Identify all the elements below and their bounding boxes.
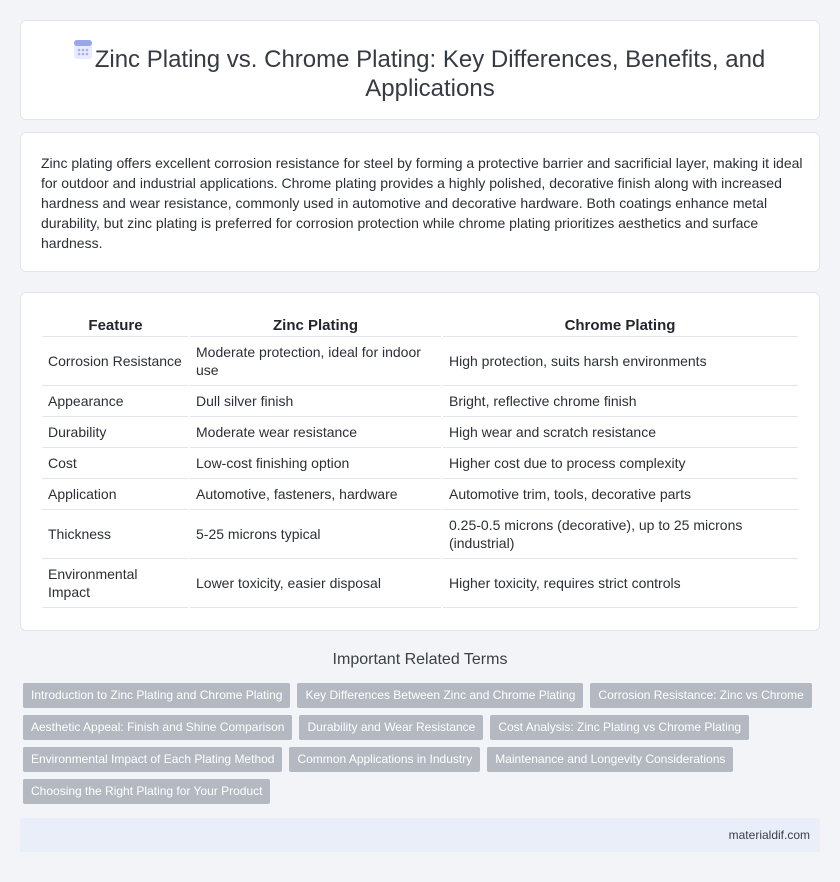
related-terms-heading: Important Related Terms (332, 651, 508, 668)
zinc-cell: Low-cost finishing option (189, 447, 442, 478)
table-row (42, 447, 798, 478)
zinc-cell: Moderate wear resistance (189, 416, 442, 447)
related-term-link[interactable]: Introduction to Zinc Plating and Chrome Plating (23, 683, 290, 708)
related-term-link[interactable]: Environmental Impact of Each Plating Method (23, 747, 282, 772)
zinc-cell: Automotive, fasteners, hardware (189, 478, 442, 509)
related-term-link[interactable]: Corrosion Resistance: Zinc vs Chrome (590, 683, 811, 708)
related-terms-list (23, 683, 823, 811)
feature-cell: Environmental Impact (42, 558, 189, 607)
table-row (42, 416, 798, 447)
table-row (42, 509, 798, 558)
related-term-link[interactable]: Key Differences Between Zinc and Chrome Plating (297, 683, 583, 708)
footer-site-name: materialdif.com (728, 828, 810, 842)
chrome-cell: High protection, suits harsh environments (442, 336, 798, 385)
table-row (42, 336, 798, 385)
related-term-link[interactable]: Common Applications in Industry (289, 747, 480, 772)
related-term-link[interactable]: Choosing the Right Plating for Your Product (23, 779, 270, 804)
table-row (42, 385, 798, 416)
chrome-cell: Higher cost due to process complexity (442, 447, 798, 478)
feature-cell: Appearance (42, 385, 189, 416)
intro-card (20, 132, 820, 272)
table-row (42, 558, 798, 607)
zinc-cell: 5-25 microns typical (189, 509, 442, 558)
chrome-cell: Automotive trim, tools, decorative parts (442, 478, 798, 509)
chrome-cell: Bright, reflective chrome finish (442, 385, 798, 416)
feature-cell: Durability (42, 416, 189, 447)
zinc-cell: Dull silver finish (189, 385, 442, 416)
footer-bar (20, 818, 820, 852)
feature-cell: Corrosion Resistance (42, 336, 189, 385)
header-card (20, 20, 820, 120)
comparison-table (42, 314, 798, 608)
related-term-link[interactable]: Maintenance and Longevity Considerations (487, 747, 733, 772)
chrome-cell: High wear and scratch resistance (442, 416, 798, 447)
related-term-link[interactable]: Aesthetic Appeal: Finish and Shine Comparison (23, 715, 292, 740)
comparison-table-card (20, 292, 820, 631)
header-feature: Feature (42, 314, 189, 336)
zinc-cell: Lower toxicity, easier disposal (189, 558, 442, 607)
feature-cell: Cost (42, 447, 189, 478)
table-header-row (42, 314, 798, 336)
related-term-link[interactable]: Durability and Wear Resistance (299, 715, 483, 740)
intro-paragraph: Zinc plating offers excellent corrosion resistance for steel by forming a protective barrier and sacrificial layer, making it ideal for outdoor and industrial applications. Chrome plating provides a highly polished, decorative finish along with increased hardness and wear resistance, commonly used in automotive and decorative hardware. Both coatings enhance metal durability, but zinc plating is preferred for corrosion protection while chrome plating prioritizes aesthetics and surface hardness. (41, 155, 803, 251)
table-row (42, 478, 798, 509)
feature-cell: Application (42, 478, 189, 509)
chrome-cell: 0.25-0.5 microns (decorative), up to 25 microns (industrial) (442, 509, 798, 558)
chrome-cell: Higher toxicity, requires strict controls (442, 558, 798, 607)
zinc-cell: Moderate protection, ideal for indoor use (189, 336, 442, 385)
header-zinc-plating: Zinc Plating (189, 314, 442, 336)
page-title: Zinc Plating vs. Chrome Plating: Key Differences, Benefits, and Applications (94, 46, 766, 102)
header-chrome-plating: Chrome Plating (442, 314, 798, 336)
related-term-link[interactable]: Cost Analysis: Zinc Plating vs Chrome Plating (490, 715, 749, 740)
feature-cell: Thickness (42, 509, 189, 558)
